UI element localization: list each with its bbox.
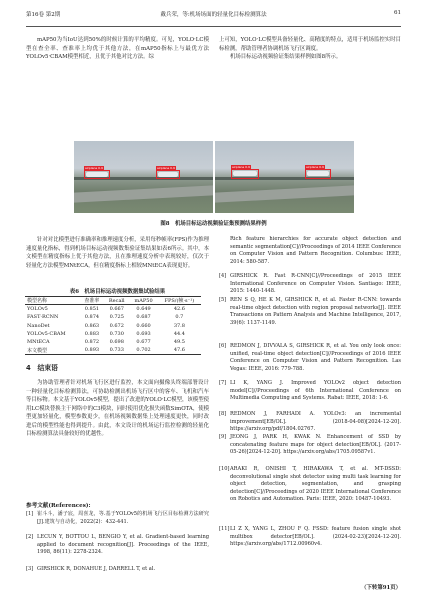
detection-box xyxy=(231,169,259,179)
cell: 0.730 xyxy=(109,330,124,337)
reference-item xyxy=(219,411,401,434)
cell: MNtECA xyxy=(27,339,50,346)
top-right-paragraph xyxy=(219,36,401,62)
reference-number: [11] xyxy=(219,526,230,532)
runway xyxy=(74,185,213,203)
cell: 0.7 xyxy=(175,314,184,321)
table-row xyxy=(25,321,201,329)
table-caption: 表6 机场目标运动视频数据集试验结果 xyxy=(69,289,166,295)
reference-number: [5] xyxy=(219,297,227,303)
cell: 0.667 xyxy=(109,306,124,313)
cell: 0.693 xyxy=(136,330,151,337)
analysis-paragraph xyxy=(26,236,209,270)
cell: 49.5 xyxy=(173,339,185,346)
figure-8 xyxy=(74,141,354,213)
top-left-paragraph xyxy=(26,36,209,62)
conclusion-text: 为协助管理者针对机场飞行区进行监控，本文面向摄像头终端部署设计一种轻量化目标检测算法，可协助检测出机场飞行区中的客车、飞机和汽车等目标物。本文基于YOLOv5模型，提出了改进的YOLO·LC模型，该模型使用LC模块替换主干网络中的C3模块，同时使用优化损失函数SimOTA，使模型更加轻量化，模型参数更少，在机场视频数据集上处理速度更快，同时改进后的模型性能也得到提升。由此，本文设计的机场运行监控检测的轻量化目标检测算法具备较好的优越性。 xyxy=(26,380,209,437)
detection-box xyxy=(84,170,110,179)
reference-item xyxy=(219,273,401,296)
continued-note: （下转第91页） xyxy=(361,585,401,591)
cell: 0.702 xyxy=(136,347,151,354)
table-row xyxy=(25,305,201,313)
cell: 0.863 xyxy=(84,322,100,329)
detection-label: airplane 0.9 xyxy=(85,166,103,170)
cell: 0.851 xyxy=(84,306,100,313)
runway xyxy=(215,185,354,203)
detection-box xyxy=(156,170,180,179)
conclusion-paragraph xyxy=(26,379,209,439)
reference-item xyxy=(219,466,401,504)
reference-item xyxy=(26,511,209,526)
reference-text: LI Z X, YANG L, ZHOU F Q. FSSD: feature fusion single shot multibox detector[EB/OL]. (2024-02-23)[2024-12-20]. https://arxiv.org/abs/1712.00960v4. xyxy=(230,526,401,548)
volume-label: 第16卷 第2期 xyxy=(26,12,61,18)
reference-text: JEONG J, PARK H, KWAK N. Enhancement of SSD by concatenating feature maps for object detection[EB/OL]. (2017-05-26)[2024-12-20]. https://arxiv.org/abs/1705.09587v1. xyxy=(230,434,401,456)
reference-number: [2] xyxy=(26,534,34,540)
figure-photo-left xyxy=(74,141,213,213)
reference-text: Rich feature hierarchies for accurate object detection and semantic segmentation[C]//Proceedings of 2014 IEEE Conference on Computer Vision and Pattern Recognition. Columbus: IEEE, 2014: 580-587. xyxy=(230,236,401,265)
reference-text: LI K, YANG J. Improved YOLOv2 object detection model[C]//Proceedings of 6th International Conference on Multimedia Computing and Systems. Rabat: IEEE, 2018: 1-6. xyxy=(230,380,401,402)
detection-label: airplane 0.9 xyxy=(306,165,324,169)
reference-text: ARAKI R, ONISHI T, HIRAKAWA T, et al. MT-DSSD: deconvolutional single shot detector using multi task learning for object detection, segmentation, and grasping detection[C]//Proceedings of 2020 IEEE International Conference on Robotics and Automation. Paris: IEEE, 2020: 10487-10493. xyxy=(230,466,401,503)
analysis-text: 针对对比模型进行准确率和推理速度分析，采用每秒帧率(FPS)作为推理速度量化指标，得到机场目标运动视频数集验证集结果如表6所示。其中，本文模型在精度指标上优于其他方法，且在推理速度分析中表现较好，仅次于轻量化方法模型MNtECA，但在精度指标上相较MNtECA表现更好。 xyxy=(26,237,209,269)
reference-item xyxy=(219,434,401,457)
reference-item xyxy=(219,297,401,327)
table-header-row xyxy=(25,297,201,305)
figure-photo-right xyxy=(215,141,354,213)
cell: 0.698 xyxy=(109,339,124,346)
cell: 0.893 xyxy=(84,347,100,354)
header-map50: mAP50 xyxy=(134,297,153,304)
section-title: 4 结束语 xyxy=(26,364,58,372)
reference-text: REDMON J, DIVVALA S, GIRSHICK R, et al. You only look once: unified, real-time object detection[C]//Proceedings of 2016 IEEE Conference on Computer Vision and Pattern Recognition. Las Vegas: IEEE, 2016: 779-788. xyxy=(230,343,401,372)
reference-text: GIRSHICK R. Fast R-CNN[C]//Proceedings of 2015 IEEE International Conference on Computer Vision. Santiago: IEEE, 2015: 1440-1448. xyxy=(230,273,401,295)
reference-number: [8] xyxy=(219,411,227,417)
page-number: 61 xyxy=(394,10,401,16)
reference-text: REDMON J, FARHADI A. YOLOv3: an incremental improvement[EB/OL]. (2018-04-08)[2024-12-20]. https://arxiv.org/pdf/1804.02767. xyxy=(230,411,401,433)
table-row xyxy=(25,338,201,346)
running-header xyxy=(26,0,401,27)
cell: FAST·RCNN xyxy=(27,314,59,321)
reference-item xyxy=(219,526,401,549)
header-recall: Recall xyxy=(108,297,125,304)
reference-item xyxy=(26,534,209,557)
references-title: 参考文献(References): xyxy=(26,503,91,509)
reference-number: [1] xyxy=(26,511,34,517)
header-fps: FPS/(帧·s⁻¹) xyxy=(164,298,195,305)
table-row xyxy=(25,330,201,338)
cell: 0.883 xyxy=(84,330,100,337)
reference-text: 崔斗斗，潘子宸，周喜龙，等.基于YOLOv5的机场飞行区目标检测方法研究[J].建筑与自动化，2022(2)：432-441. xyxy=(37,511,209,525)
cell: 0.874 xyxy=(84,314,100,321)
results-table xyxy=(25,296,201,355)
cell: 42.6 xyxy=(173,306,185,313)
reference-text: LECUN Y, BOTTOU L, BENGIO Y, et al. Gradient-based learning applied to document recognition[J]. Proceedings of the IEEE, 1998, 86(11): 2278-2324. xyxy=(37,534,209,556)
reference-number: [6] xyxy=(219,343,227,349)
reference-item xyxy=(26,566,209,574)
detection-label: airplane 0.9 xyxy=(232,165,250,169)
cell: 37.8 xyxy=(173,322,185,329)
cell: 0.677 xyxy=(136,339,151,346)
detection-label: airplane 0.9 xyxy=(157,166,175,170)
cell: 0.725 xyxy=(109,314,124,321)
cell: 44.4 xyxy=(173,330,185,337)
reference-number: [9] xyxy=(219,434,227,440)
table-row xyxy=(25,313,201,321)
reference-number: [7] xyxy=(219,380,227,386)
detection-box xyxy=(305,169,331,179)
cell: YOLOv5·CBAM xyxy=(27,330,66,337)
header-model: 模型名称 xyxy=(27,298,48,305)
reference-number: [10] xyxy=(219,466,230,472)
cell: 0.649 xyxy=(136,306,151,313)
reference-number: [4] xyxy=(219,273,227,279)
top-right-text-1: 上可知，YOLO·LC模型具备轻量化、高精度的特点，适用于机场监控实时目标检测，帮助管理者协调机场飞行区调度。 xyxy=(219,37,401,52)
reference-item xyxy=(219,380,401,403)
reference-text: REN S Q, HE K M, GIRSHICK R, et al. Faster R-CNN: towards real-time object detection with region proposal networks[J]. IEEE Transactions on Pattern Analysis and Machine Intelligence, 2017, 39(6): 1137-1149. xyxy=(230,297,401,326)
top-right-text-2: 机场目标运动视频验证集结果样例如图8所示。 xyxy=(230,54,342,60)
cell: 0.872 xyxy=(84,339,100,346)
reference-number: [3] xyxy=(26,566,34,572)
top-left-text: mAP50为当IoU达到50%的时候计算的平均精度。可见，YOLO·LC模型在查全率、查准率上均优于其他方法，在mAP50指标上与最优方法YOLOv5·CBAM模型相近，且优于其他对比方法。综 xyxy=(26,37,209,60)
cell: 0.687 xyxy=(136,314,151,321)
reference-item xyxy=(219,343,401,373)
table-row xyxy=(25,346,201,354)
reference-continuation xyxy=(219,236,401,266)
reference-text: GIRSHICK R, DONAHUE J, DARRELL T, et al. xyxy=(37,566,156,572)
cell: 0.672 xyxy=(109,322,124,329)
figure-caption: 图8 机场目标运动视频验证集预测结果样例 xyxy=(160,221,267,227)
cell: 0.733 xyxy=(109,347,124,354)
running-title: 戴兵荣，等:机场场面的轻量化目标检测算法 xyxy=(160,12,267,18)
header-precision: 查准率 xyxy=(84,298,100,305)
cell: 本文模型 xyxy=(27,347,48,354)
cell: NanoDet xyxy=(27,322,50,329)
cell: YOLOv5 xyxy=(27,306,48,313)
cell: 0.660 xyxy=(136,322,151,329)
cell: 47.6 xyxy=(173,347,185,354)
